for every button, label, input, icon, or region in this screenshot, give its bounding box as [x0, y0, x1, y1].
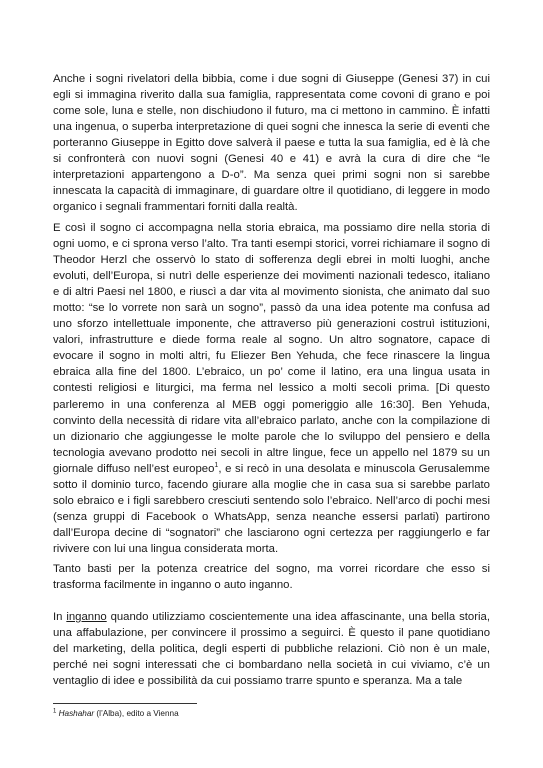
underlined-term: inganno — [66, 611, 107, 623]
paragraph-text: , e si recò in una desolata e minuscola Gerusalemme sotto il dominio turco, facendo giurare alla moglie che in casa sua si sarebbe parlato solo ebraico e i figli sarebbero cresciuti sentendo solo l’ebraico. Nell’arco di pochi mesi (senza gruppi di Facebook o WhatsApp, senza neanche essersi parlati) partirono dall’Europa decine di “sognatori” che lasciarono ogni certezza per raggiungerlo e far rivivere con lui una lingua considerata morta. — [53, 462, 490, 555]
footnote — [53, 708, 490, 719]
paragraph-text: E così il sogno ci accompagna nella storia ebraica, ma possiamo dire nella storia di ogni uomo, e ci sprona verso l’alto. Tra tanti esempi storici, vorrei richiamare il sogno di Theodor Herzl che osservò lo stato di sofferenza degli ebrei in molti luoghi, anche evoluti, dell’Europa, si nutrì delle esperienze dei movimenti nazionali tedesco, italiano e di altri Paesi nel 1800, e riuscì a dar vita al movimento sionista, che animato dal suo motto: “se lo vorrete non sarà un sogno”, passò da una idea potente ma confusa ad uno sforzo intellettuale imponente, che attraverso più generazioni costruì istituzioni, valori, infrastrutture e diede forma reale al sogno. Un altro sognatore, capace di evocare il sogno in molti altri, fu Eliezer Ben Yehuda, che fece rinascere la lingua ebraica alla fine del 1800. L’ebraico, un po’ come il latino, era una lingua usata in contesti religiosi e liturgici, ma ferma nel lessico a molti secoli prima. [Di questo parleremo in una conferenza al MEB oggi pomeriggio alle 16:30]. Ben Yehuda, convinto della necessità di ridare vita all’ebraico parlato, anche con la compilazione di un dizionario che aggiungesse le molte parole che lo sviluppo del pensiero e della tecnologia avevano prodotto nei secoli in altre lingue, fece un appello nel 1879 su un giornale diffuso nell’est europeo — [53, 222, 490, 475]
footnote-reference[interactable]: 1 — [214, 461, 219, 469]
paragraph-text: In — [53, 611, 67, 623]
paragraph-deception — [53, 609, 490, 689]
footnote-text: (l’Alba), edito a Vienna — [94, 709, 179, 718]
paragraph-dream-history — [53, 220, 490, 557]
footnote-title: Hashahar — [58, 709, 95, 718]
paragraph-dreams-bible: Anche i sogni rivelatori della bibbia, come i due sogni di Giuseppe (Genesi 37) in cui egli si immagina riverito dalla sua famiglia, rappresentata come covoni di grano e poi come sole, luna e stelle, non dischiudono il futuro, ma ci mettono in cammino. È infatti una ingenua, o superba interpretazione di quei sogni che innesca la serie di eventi che porteranno Giuseppe in Egitto dove salverà il paese e tutta la sua famiglia, ed è là che si confronterà con nuovi sogni (Genesi 40 e 41) e avrà la cura di dire che “le interpretazioni appartengono a D-o”. Ma senza quei primi sogni non si sarebbe innescata la capacità di immaginare, di guardare oltre il quotidiano, di leggere in modo organico i segnali frammentari forniti dalla realtà. — [53, 73, 490, 214]
footnote-separator — [53, 703, 197, 704]
footnote-mark: 1 — [53, 708, 57, 715]
paragraph-text: quando utilizziamo coscientemente una idea affascinante, una bella storia, una affabulazione, per convincere il prossimo a seguirci. È questo il pane quotidiano del marketing, della politica, degli esperti di pubbliche relazioni. Ciò non è un male, perché nei sogni interessati che ci bombardano nella società in cui viviamo, c’è un ventaglio di idee e possibilità da cui possiamo trarre spunto e speranza. Ma a tale — [53, 611, 490, 688]
paragraph-creative-power: Tanto basti per la potenza creatrice del sogno, ma vorrei ricordare che esso si trasforma facilmente in inganno o auto inganno. — [53, 563, 490, 592]
